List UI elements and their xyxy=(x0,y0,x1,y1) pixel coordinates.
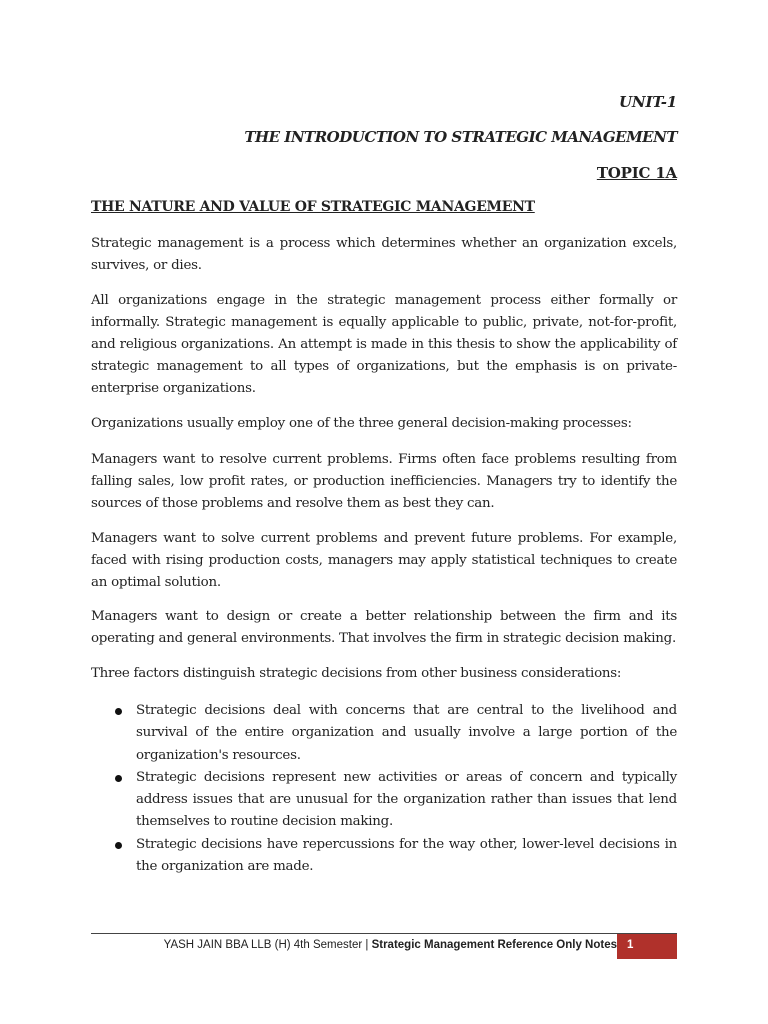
paragraph: Managers want to design or create a better relationship between the firm and its operating and general environments. That involves the firm in strategic decision making. xyxy=(91,609,677,646)
topic-heading: TOPIC 1A xyxy=(596,164,677,182)
list-item xyxy=(91,700,677,767)
section-title: THE NATURE AND VALUE OF STRATEGIC MANAGEMENT xyxy=(91,199,535,215)
paragraph: Three factors distinguish strategic decisions from other business considerations: xyxy=(91,666,622,681)
bullet-list xyxy=(91,700,677,878)
list-item xyxy=(91,767,677,834)
list-item-text: Strategic decisions deal with concerns that are central to the livelihood and survival of the entire organization and usually involve a large portion of the organization's resources. xyxy=(136,703,677,763)
page-footer xyxy=(91,934,677,959)
footer-subject: Strategic Management Reference Only Notes xyxy=(371,939,617,951)
page-number: 1 xyxy=(627,939,634,951)
paragraph: All organizations engage in the strategic management process either formally or informally. Strategic management is equally applicable to public, private, not-for-profit, and religious organizations. An attempt is made in this thesis to show the applicability of strategic management to all types of organizations, but the emphasis is on private-enterprise organizations. xyxy=(91,293,677,396)
bullet-icon xyxy=(115,842,122,849)
course-title: THE INTRODUCTION TO STRATEGIC MANAGEMENT xyxy=(244,128,677,146)
list-item-text: Strategic decisions have repercussions for the way other, lower-level decisions in the organization are made. xyxy=(136,836,677,875)
paragraph: Organizations usually employ one of the three general decision-making processes: xyxy=(91,416,632,431)
list-item-text: Strategic decisions represent new activities or areas of concern and typically address issues that are unusual for the organization rather than issues that lend themselves to routine decision making. xyxy=(136,769,677,830)
paragraph: Managers want to resolve current problems. Firms often face problems resulting from falling sales, low profit rates, or production inefficiencies. Managers try to identify the sources of those problems and resolve them as best they can. xyxy=(91,452,677,511)
paragraph: Strategic management is a process which determines whether an organization excels, survives, or dies. xyxy=(91,236,677,273)
bullet-icon xyxy=(115,775,122,782)
paragraph: Managers want to solve current problems and prevent future problems. For example, faced with rising production costs, managers may apply statistical techniques to create an optimal solution. xyxy=(91,531,677,590)
page-number-badge xyxy=(617,934,677,959)
unit-heading: UNIT-1 xyxy=(619,93,677,111)
footer-author: YASH JAIN BBA LLB (H) 4th Semester | xyxy=(163,939,369,951)
bullet-icon xyxy=(115,708,122,715)
footer-text xyxy=(164,939,617,951)
list-item xyxy=(91,834,677,879)
